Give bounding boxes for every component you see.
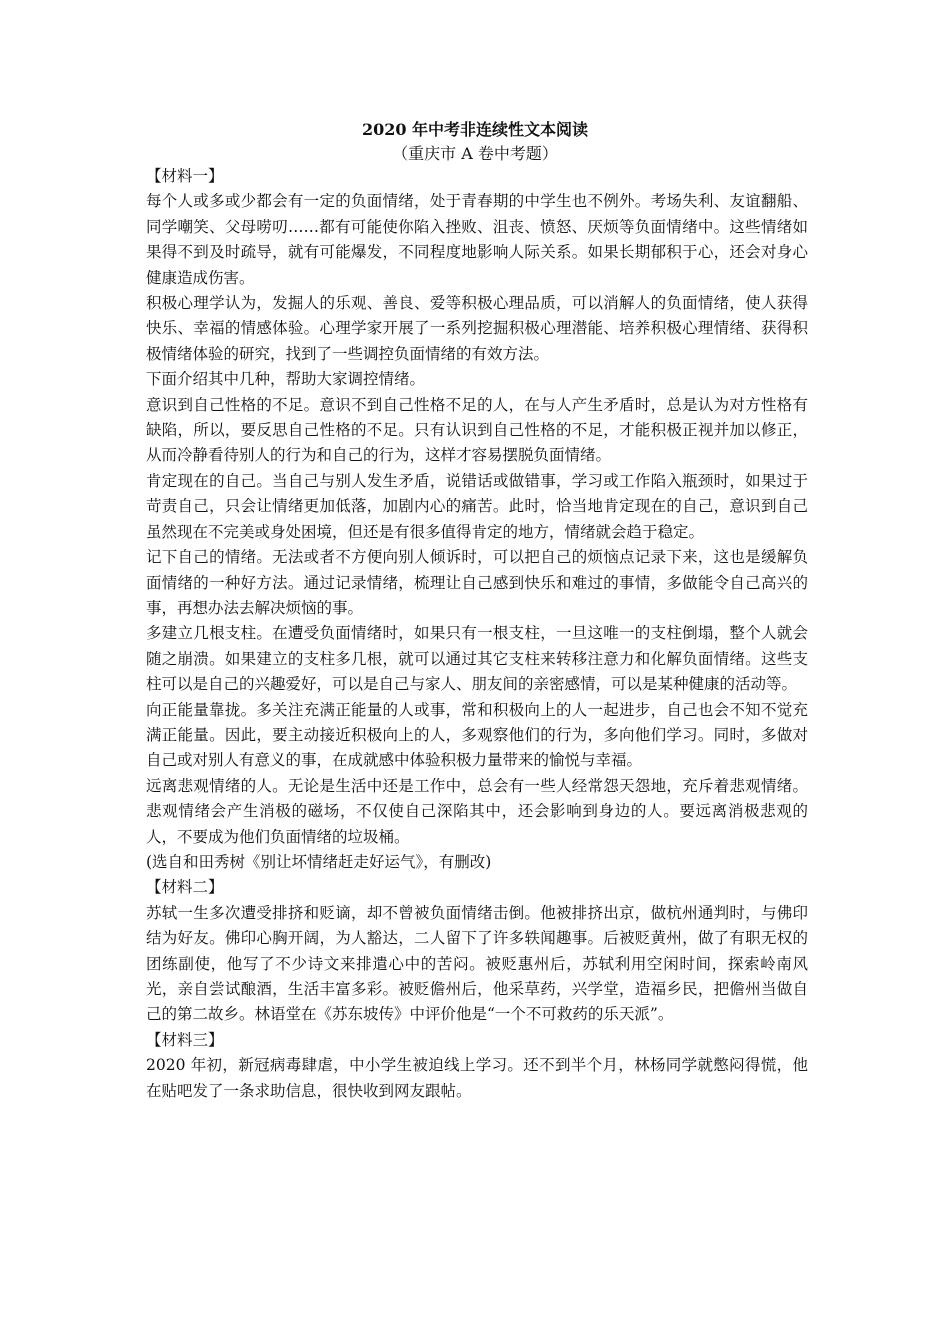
paragraph-method-avoid-pessimists: 远离悲观情绪的人。无论是生活中还是工作中，总会有一些人经常怨天怨地，充斥着悲观情绪。悲观情绪会产生消极的磁场，不仅使自己深陷其中，还会影响到身边的人。要远离消极悲观的人，不要成为他们负面情绪的垃圾桶。 bbox=[146, 776, 808, 846]
paragraph-method-record-emotions: 记下自己的情绪。无法或者不方便向别人倾诉时，可以把自己的烦恼点记录下来，这也是缓解负面情绪的一种好方法。通过记录情绪，梳理让自己感到快乐和难过的事情，多做能令自己高兴的事，再想办法去解决烦恼的事。 bbox=[146, 548, 808, 617]
section-heading-material-1: 【材料一】 bbox=[146, 167, 224, 185]
paragraph-method-pillars: 多建立几根支柱。在遭受负面情绪时，如果只有一根支柱，一旦这唯一的支柱倒塌，整个人就会随之崩溃。如果建立的支柱多几根，就可以通过其它支柱来转移注意力和化解负面情绪。这些支柱可以是自己的兴趣爱好，可以是自己与家人、朋友间的亲密感情，可以是某种健康的活动等。 bbox=[146, 624, 808, 694]
paragraph-methods-intro: 下面介绍其中几种，帮助大家调控情绪。 bbox=[146, 370, 426, 389]
document-subtitle: （重庆市 A 卷中考题） bbox=[392, 144, 558, 163]
paragraph-positive-psychology: 积极心理学认为，发掘人的乐观、善良、爱等积极心理品质，可以消解人的负面情绪，使人获得快乐、幸福的情感体验。心理学家开展了一系列挖掘积极心理潜能、培养积极心理情绪、获得积极情绪体验的研究，找到了一些调控负面情绪的有效方法。 bbox=[146, 294, 808, 363]
document-body bbox=[146, 164, 808, 1104]
section-heading-material-3: 【材料三】 bbox=[146, 1030, 224, 1049]
paragraph-su-shi: 苏轼一生多次遭受排挤和贬谪，却不曾被负面情绪击倒。他被排挤出京，做杭州通判时，与佛印结为好友。佛印心胸开阔，为人豁达，二人留下了许多轶闻趣事。后被贬黄州，做了有职无权的团练副使，他写了不少诗文来排遣心中的苦闷。被贬惠州后，苏轼利用空闲时间，探索岭南风光，亲自尝试酿酒，生活丰富多彩。被贬儋州后，他采草药，兴学堂，造福乡民，把儋州当做自己的第二故乡。林语堂在《苏东坡传》中评价他是“一个不可救药的乐天派”。 bbox=[146, 903, 808, 1024]
paragraph-method-positive-energy: 向正能量靠拢。多关注充满正能量的人或事，常和积极向上的人一起进步，自己也会不知不觉充满正能量。因此，要主动接近积极向上的人，多观察他们的行为，多向他们学习。同时，多做对自己或对别人有意义的事，在成就感中体验积极力量带来的愉悦与幸福。 bbox=[146, 700, 808, 770]
section-heading-material-2: 【材料二】 bbox=[146, 878, 224, 897]
paragraph-method-character: 意识到自己性格的不足。意识不到自己性格不足的人，在与人产生矛盾时，总是认为对方性格有缺陷，所以，要反思自己性格的不足。只有认识到自己性格的不足，才能积极正视并加以修正，从而冷静看待别人的行为和自己的行为，这样才容易摆脱负面情绪。 bbox=[146, 395, 808, 465]
source-citation: (选自和田秀树《别让坏情绪赶走好运气》，有删改) bbox=[146, 852, 492, 871]
paragraph-covid-study: 2020 年初，新冠病毒肆虐，中小学生被迫线上学习。还不到半个月，林杨同学就憋闷得慌，他在贴吧发了一条求助信息，很快收到网友跟帖。 bbox=[146, 1056, 808, 1100]
document-title: 2020 年中考非连续性文本阅读 bbox=[361, 120, 589, 139]
paragraph-intro: 每个人或多或少都会有一定的负面情绪，处于青春期的中学生也不例外。考场失利、友谊翻船、同学嘲笑、父母唠叨……都有可能使你陷入挫败、沮丧、愤怒、厌烦等负面情绪中。这些情绪如果得不到及时疏导，就有可能爆发，不同程度地影响人际关系。如果长期郁积于心，还会对身心健康造成伤害。 bbox=[146, 192, 808, 287]
paragraph-method-affirm-self: 肯定现在的自己。当自己与别人发生矛盾，说错话或做错事，学习或工作陷入瓶颈时，如果过于苛责自己，只会让情绪更加低落，加剧内心的痛苦。此时，恰当地肯定现在的自己，意识到自己虽然现在不完美或身处困境，但还是有很多值得肯定的地方，情绪就会趋于稳定。 bbox=[146, 471, 808, 541]
